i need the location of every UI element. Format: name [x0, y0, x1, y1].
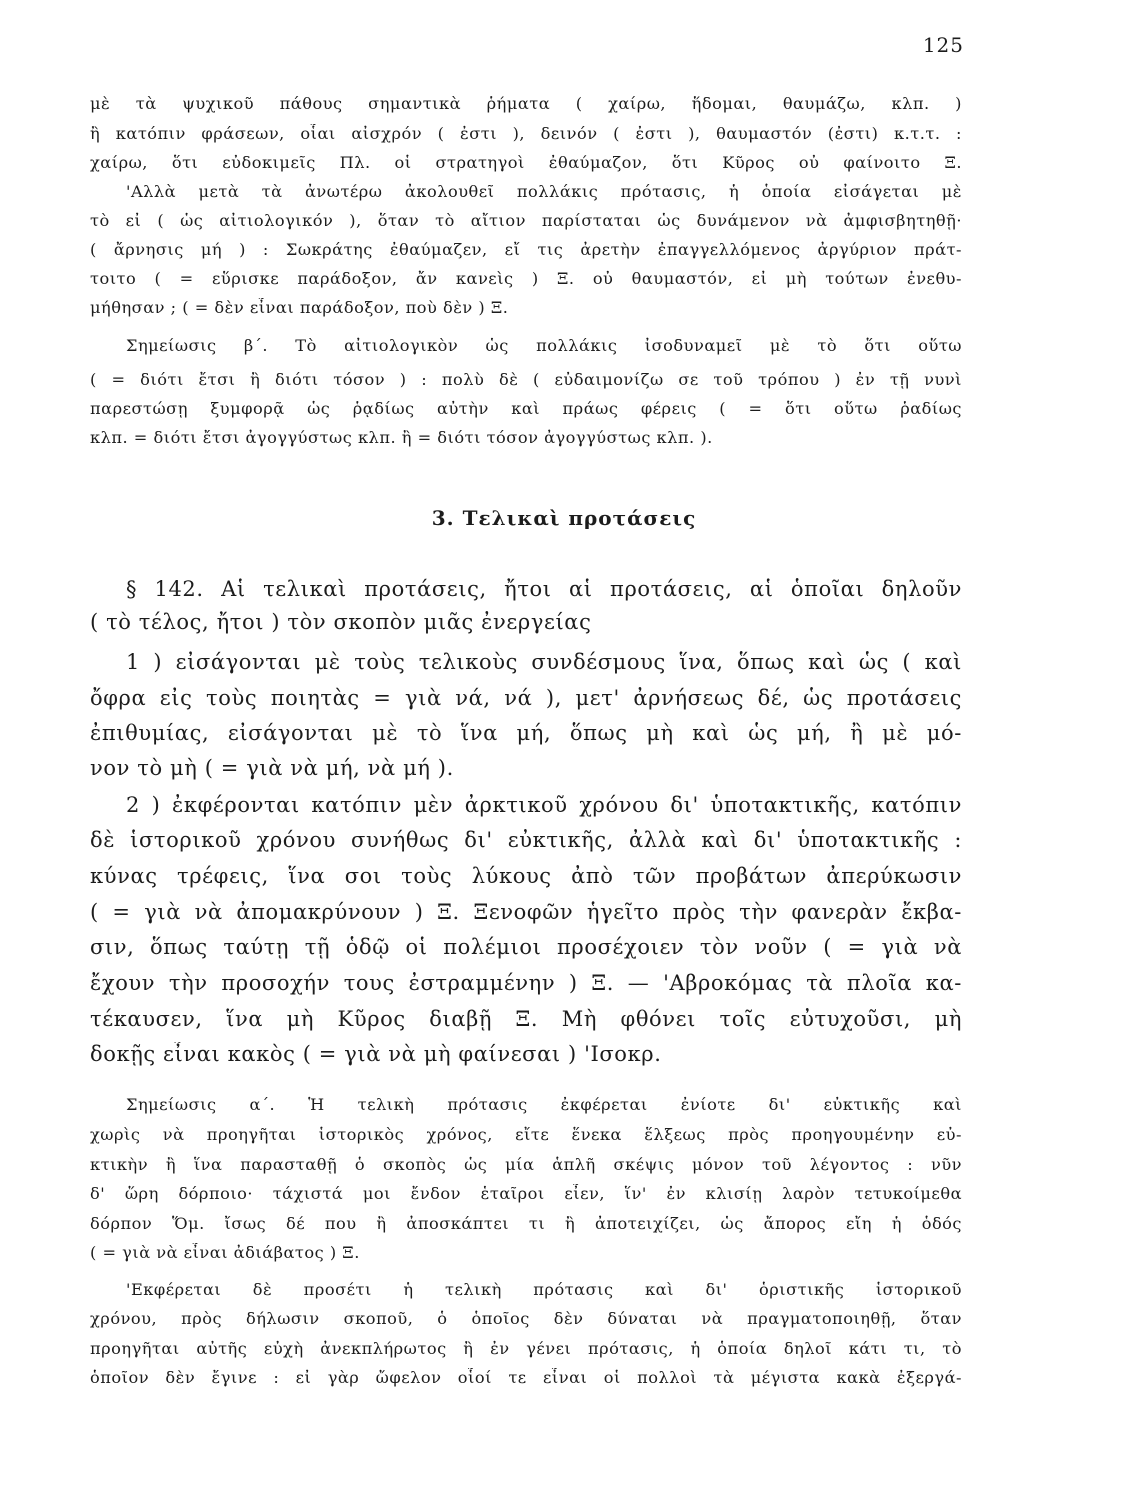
text-line: κλπ. = διότι ἔτσι ἀγογγύστως κλπ. ἢ = διότι τόσον ἀγογγύστως κλπ. ). — [90, 428, 713, 447]
page-number: 125 — [922, 33, 964, 57]
text-line: μὲ τὰ ψυχικοῦ πάθους σημαντικὰ ῥήματα ( χαίρω, ἥδομαι, θαυμάζω, κλπ. ) — [90, 94, 962, 113]
text-line: κύνας τρέφεις, ἵνα σοι τοὺς λύκους ἀπὸ τῶν προβάτων ἀπερύκωσιν — [90, 864, 962, 888]
text-line: δοκῇς εἶναι κακὸς ( = γιὰ νὰ μὴ φαίνεσαι ) 'Ισοκρ. — [90, 1042, 662, 1066]
text-line: ( = διότι ἔτσι ἢ διότι τόσον ) : πολὺ δὲ ( εὐδαιμονίζω σε τοῦ τρόπου ) ἐν τῇ νυνὶ — [90, 370, 962, 389]
text-line: τέκαυσεν, ἵνα μὴ Κῦρος διαβῇ Ξ. Μὴ φθόνει τοῖς εὐτυχοῦσι, μὴ — [90, 1007, 962, 1031]
text-line: ἢ κατόπιν φράσεων, οἷαι αἰσχρόν ( ἐστι ), δεινόν ( ἐστι ), θαυμαστόν (ἐστι) κ.τ.τ. : — [90, 124, 962, 143]
text-line: ( = γιὰ νὰ εἶναι ἀδιάβατος ) Ξ. — [90, 1243, 360, 1262]
text-line: τοιτο ( = εὕρισκε παράδοξον, ἄν κανεὶς ) Ξ. οὐ θαυμαστόν, εἰ μὴ τούτων ἐνεθυ- — [90, 269, 962, 288]
text-line: κτικὴν ἢ ἵνα παρασταθῇ ὁ σκοπὸς ὡς μία ἁπλῆ σκέψις μόνον τοῦ λέγοντος : νῦν — [90, 1155, 962, 1174]
text-line: νον τὸ μὴ ( = γιὰ νὰ μή, νὰ μή ). — [90, 756, 454, 780]
text-line: δ' ὥρη δόρποιο· τάχιστά μοι ἔνδον ἑταῖροι εἶεν, ἵν' ἐν κλισίῃ λαρὸν τετυκοίμεθα — [90, 1184, 962, 1203]
text-line: ὁποῖον δὲν ἔγινε : εἰ γὰρ ὤφελον οἷοί τε εἶναι οἱ πολλοὶ τὰ μέγιστα κακὰ ἐξεργά- — [90, 1368, 962, 1387]
text-line: ἐπιθυμίας, εἰσάγονται μὲ τὸ ἵνα μή, ὅπως μὴ καὶ ὡς μή, ἢ μὲ μό- — [90, 721, 962, 745]
section-heading: 3. Τελικαὶ προτάσεις — [431, 506, 697, 530]
text-line: προηγῆται αὐτῆς εὐχὴ ἀνεκπλήρωτος ἢ ἐν γένει πρότασις, ἡ ὁποία δηλοῖ κάτι τι, τὸ — [90, 1339, 962, 1358]
text-line: χωρὶς νὰ προηγῆται ἱστορικὸς χρόνος, εἴτε ἕνεκα ἕλξεως πρὸς προηγουμένην εὐ- — [90, 1125, 962, 1144]
text-line: τὸ εἰ ( ὡς αἰτιολογικόν ), ὅταν τὸ αἴτιον παρίσταται ὡς δυνάμενον νὰ ἀμφισβητηθῇ· — [90, 211, 962, 230]
text-line: παρεστώσῃ ξυμφορᾷ ὡς ῥᾳδίως αὐτὴν καὶ πράως φέρεις ( = ὅτι οὕτω ῥαδίως — [90, 399, 962, 418]
text-line: μήθησαν ; ( = δὲν εἶναι παράδοξον, ποὺ δὲν ) Ξ. — [90, 298, 509, 317]
text-line: Σημείωσις β΄. Τὸ αἰτιολογικὸν ὡς πολλάκις ἰσοδυναμεῖ μὲ τὸ ὅτι οὕτω — [126, 336, 962, 355]
text-line: ( = γιὰ νὰ ἀπομακρύνουν ) Ξ. Ξενοφῶν ἡγεῖτο πρὸς τὴν φανερὰν ἔκβα- — [90, 900, 962, 924]
text-line: Σημείωσις α΄. Ἡ τελικὴ πρότασις ἐκφέρεται ἐνίοτε δι' εὐκτικῆς καὶ — [126, 1095, 962, 1114]
text-line: 2 ) ἐκφέρονται κατόπιν μὲν ἀρκτικοῦ χρόνου δι' ὑποτακτικῆς, κατόπιν — [126, 793, 962, 817]
text-line: δόρπον Ὅμ. ἴσως δέ που ἢ ἀποσκάπτει τι ἢ ἀποτειχίζει, ὡς ἄπορος εἴη ἡ ὁδός — [90, 1214, 962, 1233]
text-line: σιν, ὅπως ταύτῃ τῇ ὁδῷ οἱ πολέμιοι προσέχοιεν τὸν νοῦν ( = γιὰ νὰ — [90, 935, 962, 959]
text-line: ( τὸ τέλος, ἤτοι ) τὸν σκοπὸν μιᾶς ἐνεργείας — [90, 610, 592, 634]
text-line: ( ἄρνησις μή ) : Σωκράτης ἐθαύμαζεν, εἴ τις ἀρετὴν ἐπαγγελλόμενος ἀργύριον πράτ- — [90, 240, 962, 259]
text-line: § 142. Αἱ τελικαὶ προτάσεις, ἤτοι αἱ προτάσεις, αἱ ὁποῖαι δηλοῦν — [126, 577, 962, 601]
text-line: 'Αλλὰ μετὰ τὰ ἀνωτέρω ἀκολουθεῖ πολλάκις πρότασις, ἡ ὁποία εἰσάγεται μὲ — [126, 182, 962, 201]
text-line: ὄφρα εἰς τοὺς ποιητὰς = γιὰ νά, νά ), μετ' ἀρνήσεως δέ, ὡς προτάσεις — [90, 686, 962, 710]
text-line: 'Εκφέρεται δὲ προσέτι ἡ τελικὴ πρότασις καὶ δι' ὁριστικῆς ἱστορικοῦ — [126, 1280, 962, 1299]
text-line: χρόνου, πρὸς δήλωσιν σκοποῦ, ὁ ὁποῖος δὲν δύναται νὰ πραγματοποιηθῇ, ὅταν — [90, 1309, 962, 1328]
text-line: χαίρω, ὅτι εὐδοκιμεῖς Πλ. οἱ στρατηγοὶ ἐθαύμαζον, ὅτι Κῦρος οὐ φαίνοιτο Ξ. — [90, 153, 962, 172]
text-line: ἔχουν τὴν προσοχήν τους ἐστραμμένην ) Ξ. — 'Αβροκόμας τὰ πλοῖα κα- — [90, 971, 962, 995]
text-line: 1 ) εἰσάγονται μὲ τοὺς τελικοὺς συνδέσμους ἵνα, ὅπως καὶ ὡς ( καὶ — [126, 650, 962, 674]
text-line: δὲ ἱστορικοῦ χρόνου συνήθως δι' εὐκτικῆς, ἀλλὰ καὶ δι' ὑποτακτικῆς : — [90, 828, 962, 852]
